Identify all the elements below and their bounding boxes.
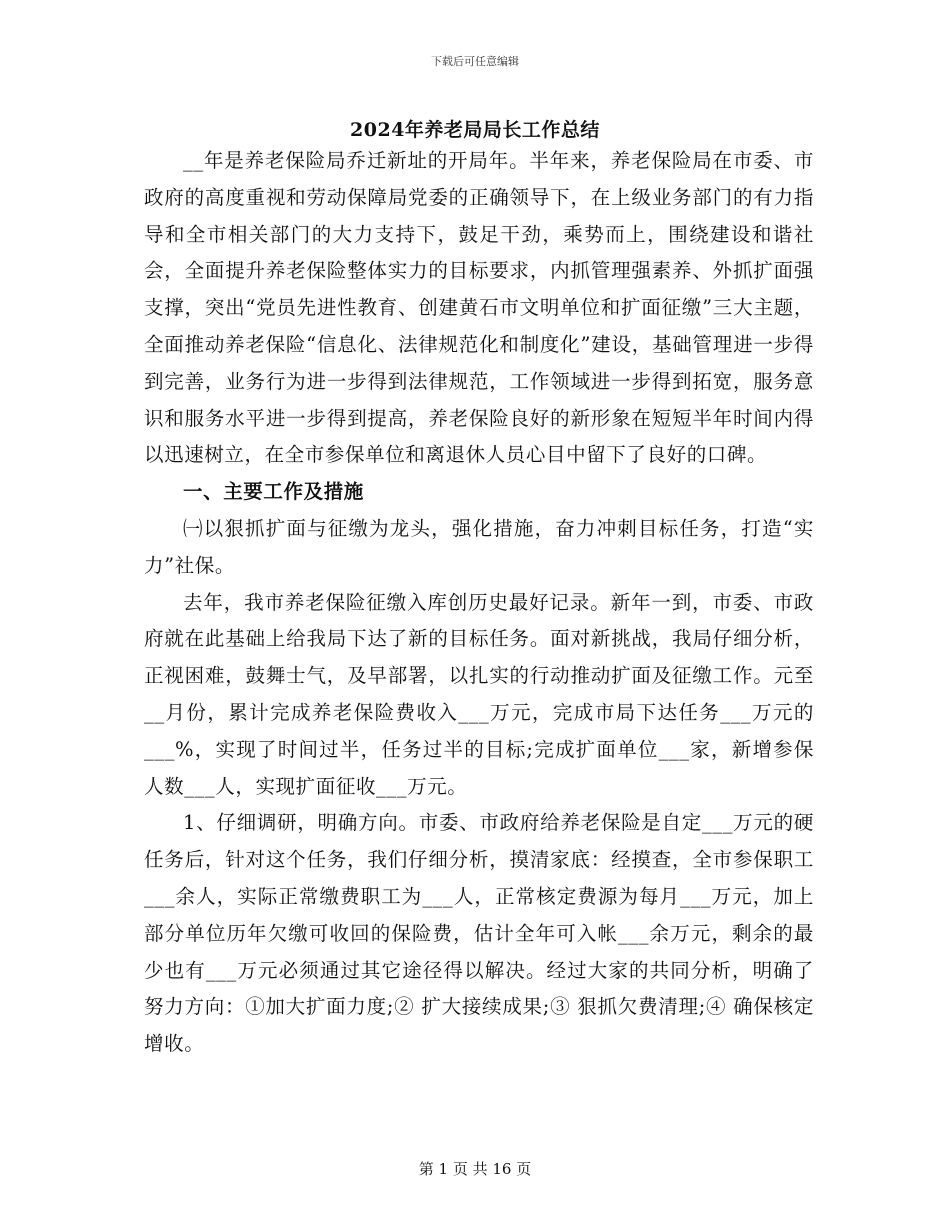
document-body <box>144 143 814 1063</box>
document-title: 2024年养老局局长工作总结 <box>350 119 600 141</box>
body-paragraph: 去年，我市养老保险征缴入库创历史最好记录。新年一到，市委、市政府就在此基础上给我局下达了新的目标任务。面对新挑战，我局仔细分析，正视困难，鼓舞士气，及早部署，以扎实的行动推动扩面及征缴工作。元至__月份，累计完成养老保险费收入___万元，完成市局下达任务___万元的___%，实现了时间过半，任务过半的目标;完成扩面单位___家，新增参保人数___人，实现扩面征收___万元。 <box>144 590 814 798</box>
page-number: 第 1 页 共 16 页 <box>418 1160 532 1178</box>
subsection-heading: ㈠以狠抓扩面与征缴为龙头，强化措施，奋力冲刺目标任务，打造“实力”社保。 <box>144 516 814 577</box>
page-header-note: 下载后可任意编辑 <box>431 55 519 68</box>
body-paragraph: 1、仔细调研，明确方向。市委、市政府给养老保险是自定___万元的硬任务后，针对这个任务，我们仔细分析，摸清家底：经摸查，全市参保职工___余人，实际正常缴费职工为___人，正常核定费源为每月___万元，加上部分单位历年欠缴可收回的保险费，估计全年可入帐___余万元，剩余的最少也有___万元必须通过其它途径得以解决。经过大家的共同分析，明确了努力方向：①加大扩面力度;② 扩大接续成果;③ 狠抓欠费清理;④ 确保核定增收。 <box>144 811 814 1056</box>
section-heading: 一、主要工作及措施 <box>183 480 364 504</box>
intro-paragraph: __年是养老保险局乔迁新址的开局年。半年来，养老保险局在市委、市政府的高度重视和劳动保障局党委的正确领导下，在上级业务部门的有力指导和全市相关部门的大力支持下，鼓足干劲，乘势而上，围绕建设和谐社会，全面提升养老保险整体实力的目标要求，内抓管理强素养、外抓扩面强支撑，突出“党员先进性教育、创建黄石市文明单位和扩面征缴”三大主题，全面推动养老保险“信息化、法律规范化和制度化”建设，基础管理进一步得到完善，业务行为进一步得到法律规范，工作领域进一步得到拓宽，服务意识和服务水平进一步得到提高，养老保险良好的新形象在短短半年时间内得以迅速树立，在全市参保单位和离退休人员心目中留下了良好的口碑。 <box>144 149 814 467</box>
